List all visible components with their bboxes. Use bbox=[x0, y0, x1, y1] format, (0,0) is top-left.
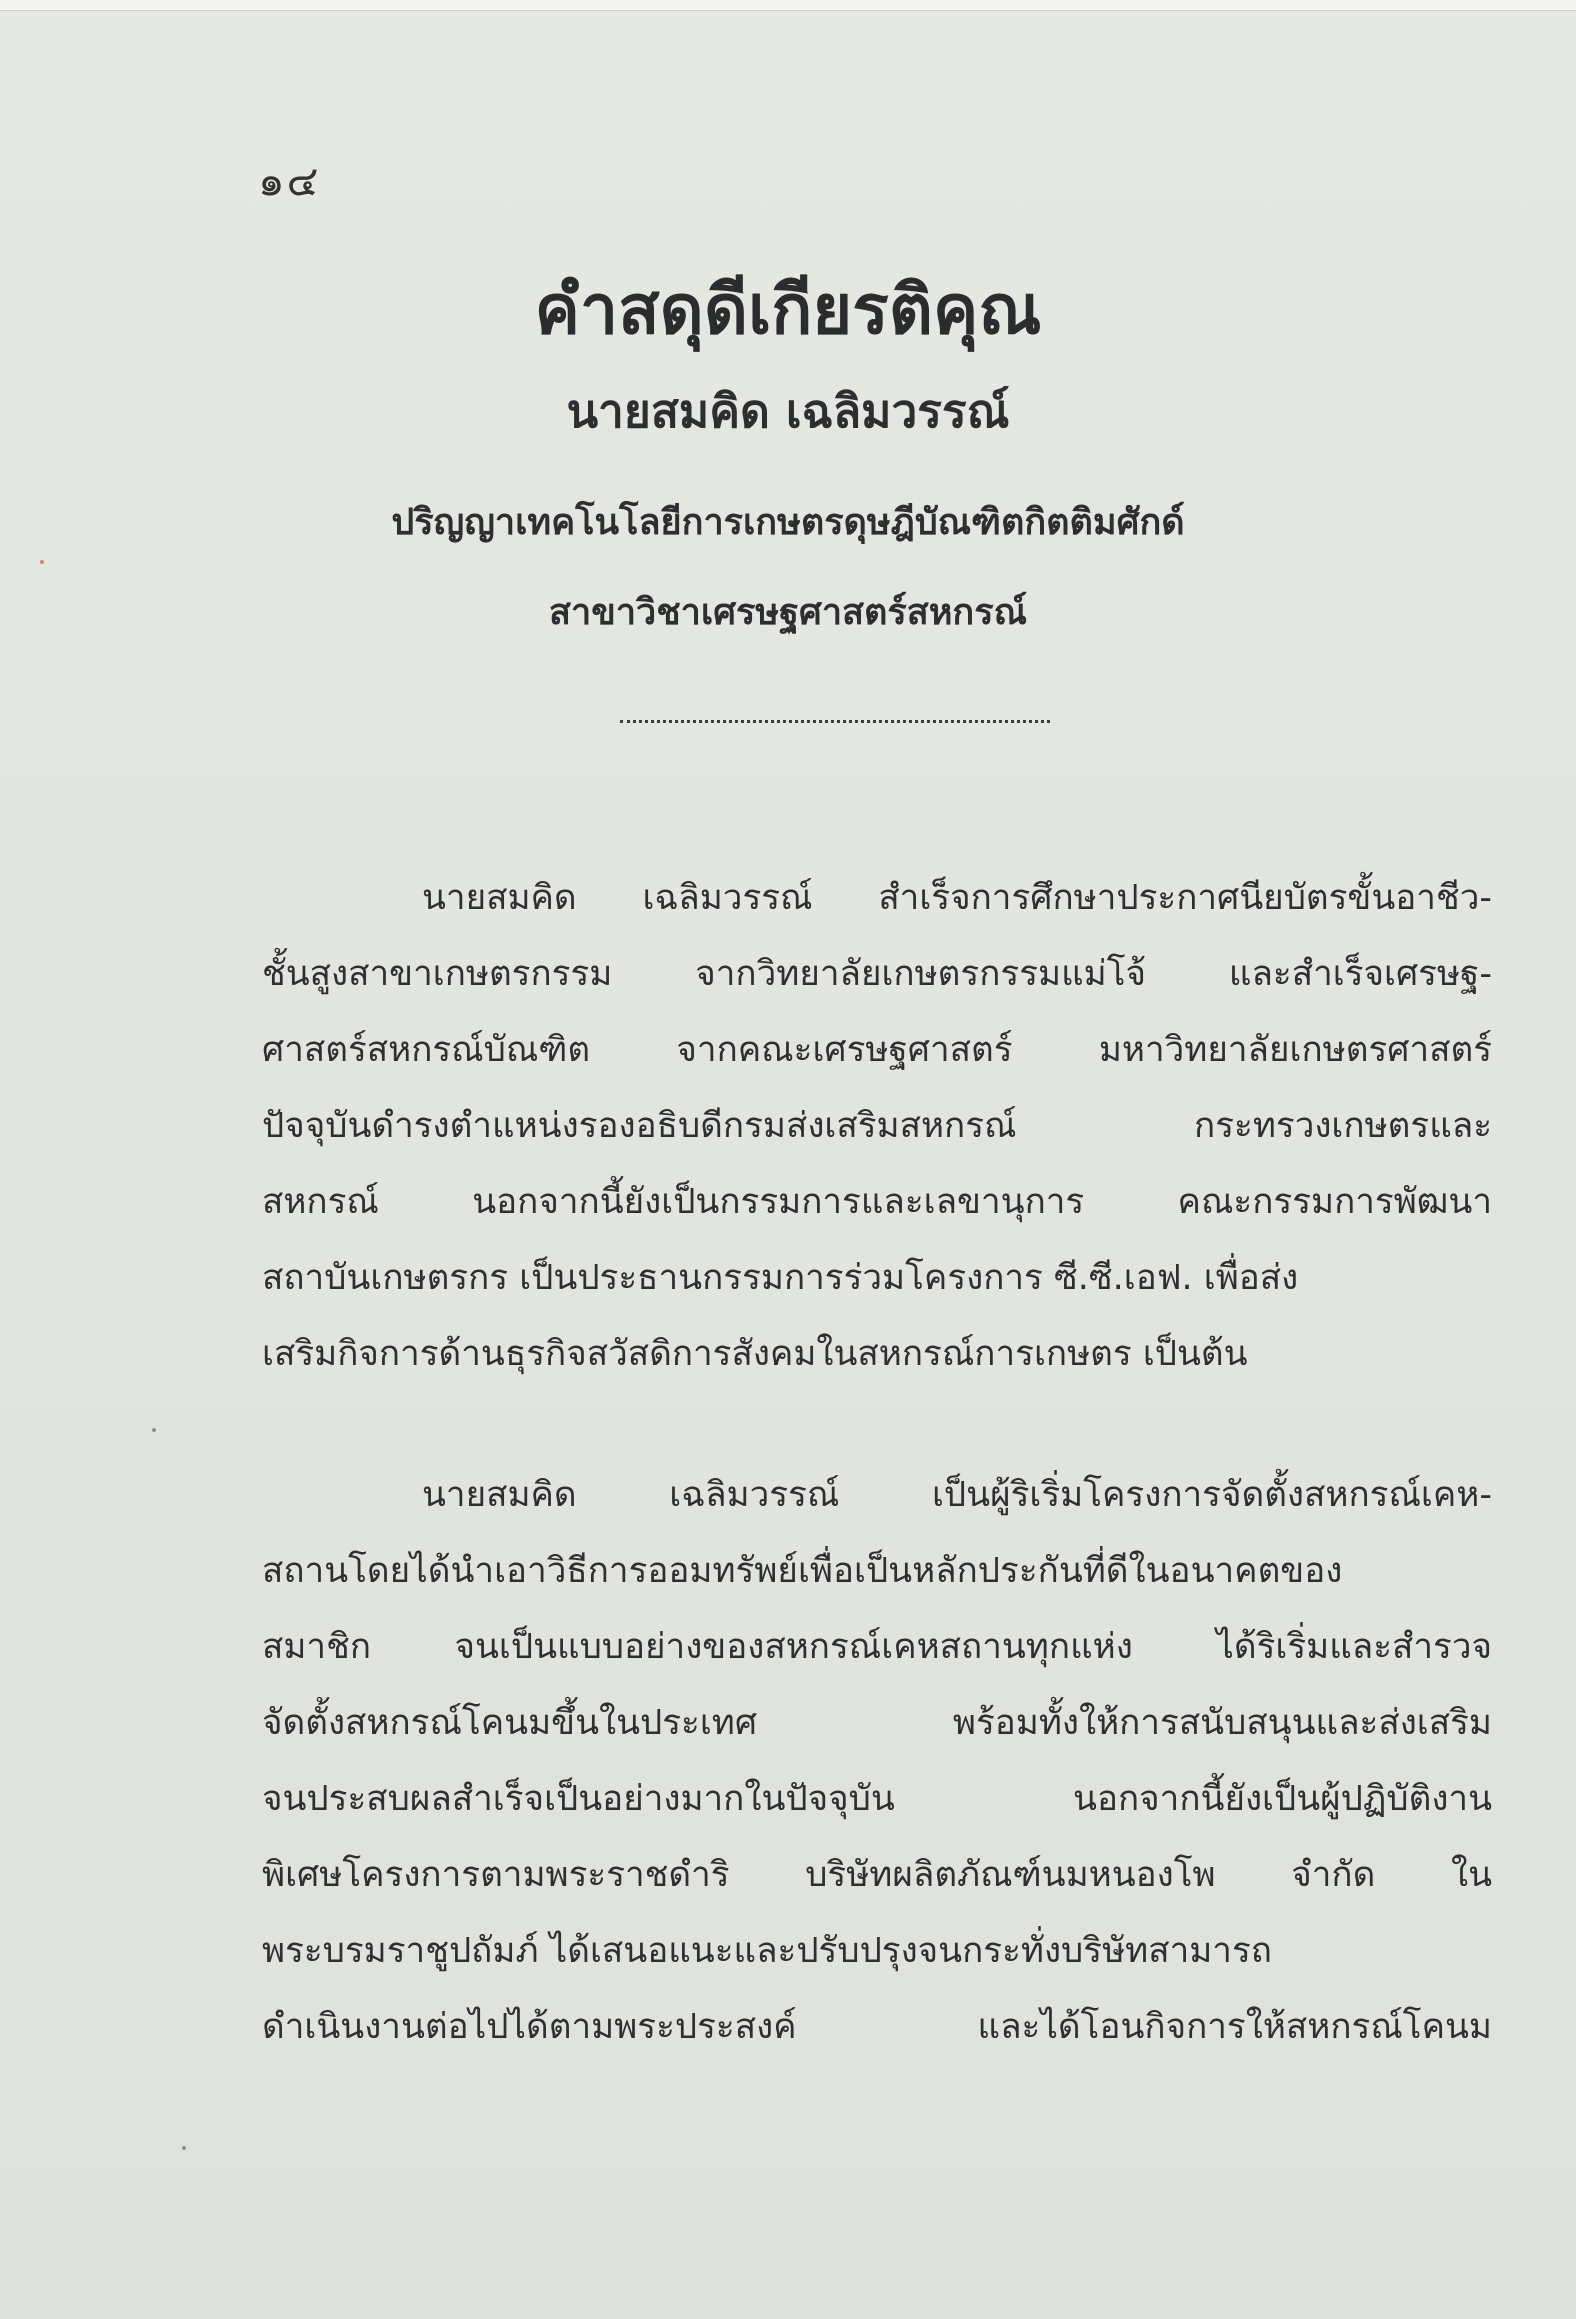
honoree-name: นายสมคิด เฉลิมวรรณ์ bbox=[566, 384, 1010, 438]
scan-speck bbox=[40, 560, 44, 564]
paragraph-line: พระบรมราชูปถัมภ์ ได้เสนอแนะและปรับปรุงจนกระทั่งบริษัทสามารถ bbox=[262, 1931, 1272, 1971]
scan-top-edge bbox=[0, 0, 1576, 11]
field-of-study: สาขาวิชาเศรษฐศาสตร์สหกรณ์ bbox=[549, 592, 1027, 633]
paragraph-line: สถาบันเกษตรกร เป็นประธานกรรมการร่วมโครงการ ซี.ซี.เอฟ. เพื่อส่ง bbox=[262, 1258, 1299, 1298]
paragraph-line: นายสมคิด เฉลิมวรรณ์ เป็นผู้ริเริ่มโครงการจัดตั้งสหกรณ์เคห- bbox=[422, 1475, 1492, 1515]
paragraph-line: ศาสตร์สหกรณ์บัณฑิต จากคณะเศรษฐศาสตร์ มหาวิทยาลัยเกษตรศาสตร์ bbox=[262, 1030, 1492, 1070]
dotted-divider bbox=[620, 720, 1050, 723]
paragraph-1 bbox=[262, 860, 1492, 1392]
page-title: คำสดุดีเกียรติคุณ bbox=[534, 271, 1042, 350]
scan-speck bbox=[152, 1428, 156, 1432]
degree-title: ปริญญาเทคโนโลยีการเกษตรดุษฎีบัณฑิตกิตติมศักด์ bbox=[391, 502, 1185, 543]
paragraph-line: เสริมกิจการด้านธุรกิจสวัสดิการสังคมในสหกรณ์การเกษตร เป็นต้น bbox=[262, 1334, 1248, 1374]
paragraph-line: นายสมคิด เฉลิมวรรณ์ สำเร็จการศึกษาประกาศนียบัตรขั้นอาชีว- bbox=[422, 878, 1492, 918]
scan-speck bbox=[182, 2146, 186, 2150]
paragraph-line: พิเศษโครงการตามพระราชดำริ บริษัทผลิตภัณฑ์นมหนองโพ จำกัด ใน bbox=[262, 1855, 1492, 1895]
paragraph-line: จัดตั้งสหกรณ์โคนมขึ้นในประเทศ พร้อมทั้งให้การสนับสนุนและส่งเสริม bbox=[262, 1703, 1492, 1743]
paragraph-line: สมาชิก จนเป็นแบบอย่างของสหกรณ์เคหสถานทุกแห่ง ได้ริเริ่มและสำรวจ bbox=[262, 1627, 1492, 1667]
paragraph-line: สหกรณ์ นอกจากนี้ยังเป็นกรรมการและเลขานุการ คณะกรรมการพัฒนา bbox=[262, 1182, 1492, 1222]
paragraph-line: ปัจจุบันดำรงตำแหน่งรองอธิบดีกรมส่งเสริมสหกรณ์ กระทรวงเกษตรและ bbox=[262, 1106, 1492, 1146]
paragraph-2 bbox=[262, 1457, 1492, 2065]
paragraph-line: จนประสบผลสำเร็จเป็นอย่างมากในปัจจุบัน นอกจากนี้ยังเป็นผู้ปฏิบัติงาน bbox=[262, 1779, 1492, 1819]
page-number: ๑๔ bbox=[258, 156, 321, 205]
paragraph-line: ดำเนินงานต่อไปได้ตามพระประสงค์ และได้โอนกิจการให้สหกรณ์โคนม bbox=[262, 2007, 1492, 2047]
paragraph-line: ชั้นสูงสาขาเกษตรกรรม จากวิทยาลัยเกษตรกรรมแม่โจ้ และสำเร็จเศรษฐ- bbox=[262, 954, 1492, 994]
paragraph-line: สถานโดยได้นำเอาวิธีการออมทรัพย์เพื่อเป็นหลักประกันที่ดีในอนาคตของ bbox=[262, 1551, 1343, 1591]
